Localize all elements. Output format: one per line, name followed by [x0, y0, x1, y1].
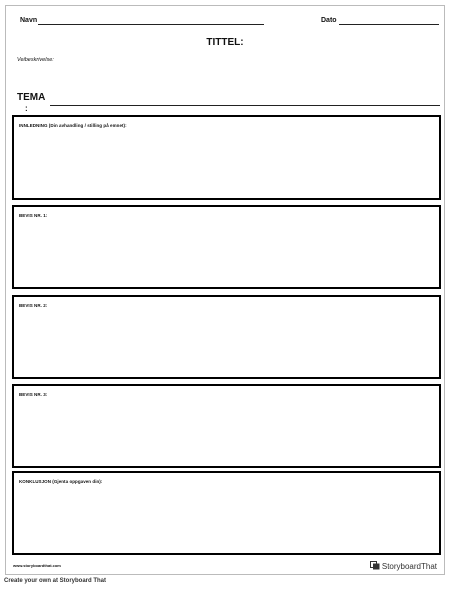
- storyboardthat-logo[interactable]: [370, 557, 437, 575]
- name-field[interactable]: [38, 24, 264, 25]
- evidence-2-label: BEVIS NR. 2:: [19, 303, 48, 308]
- date-field[interactable]: [339, 24, 439, 25]
- worksheet-title: TITTEL:: [206, 37, 244, 48]
- footer-url[interactable]: www.storyboardthat.com: [13, 563, 61, 568]
- topic-colon: :: [25, 104, 28, 113]
- create-own-link[interactable]: Create your own at Storyboard That: [4, 578, 107, 584]
- name-label: Navn: [20, 17, 38, 24]
- worksheet-page: [5, 5, 445, 575]
- evidence-3-label: BEVIS NR. 3:: [19, 392, 48, 397]
- conclusion-box[interactable]: [12, 471, 441, 555]
- storyboard-logo-icon: [370, 557, 380, 575]
- brand-name: StoryboardThat: [381, 561, 437, 571]
- evidence-2-box[interactable]: [12, 295, 441, 379]
- evidence-3-box[interactable]: [12, 384, 441, 468]
- evidence-1-label: BEVIS NR. 1:: [19, 213, 48, 218]
- conclusion-label: KONKLUSJON (Gjenta oppgaven din):: [19, 479, 103, 484]
- introduction-label: INNLEDNING (Din avhandling / stilling på emnet):: [19, 123, 127, 128]
- evidence-1-box[interactable]: [12, 205, 441, 289]
- introduction-box[interactable]: [12, 115, 441, 200]
- description-label: Veibeskrivelse:: [17, 57, 54, 63]
- topic-label: TEMA: [17, 92, 46, 103]
- topic-field[interactable]: [50, 105, 440, 106]
- date-label: Dato: [321, 17, 337, 24]
